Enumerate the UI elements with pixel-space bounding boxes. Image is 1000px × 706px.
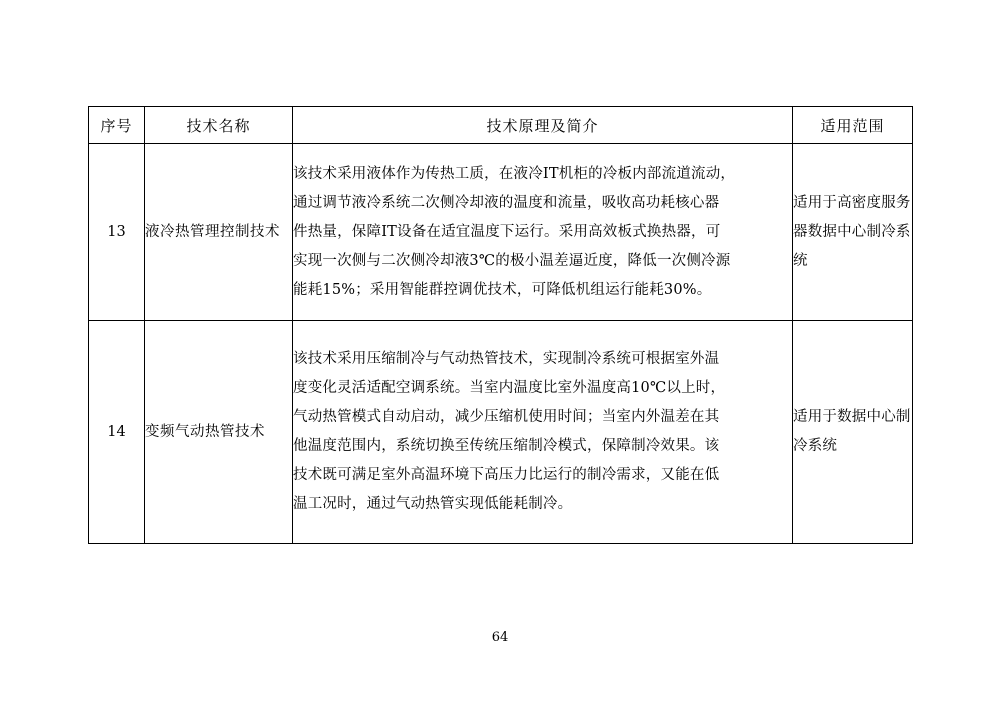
desc-line: 技术既可满足室外高温环境下高压力比运行的制冷需求，又能在低 (293, 467, 720, 483)
desc-line: 他温度范围内，系统切换至传统压缩制冷模式，保障制冷效果。该 (293, 438, 720, 454)
scope-line: 冷系统 (793, 438, 838, 454)
header-no: 序号 (89, 107, 145, 144)
technology-name: 变频气动热管技术 (145, 321, 293, 544)
header-scope: 适用范围 (793, 107, 913, 144)
technology-description (293, 144, 793, 321)
desc-line: 件热量，保障IT设备在适宜温度下运行。采用高效板式换热器，可 (293, 223, 721, 240)
header-desc: 技术原理及简介 (293, 107, 793, 144)
page-content (88, 106, 912, 544)
desc-line: 温工况时，通过气动热管实现低能耗制冷。 (293, 496, 573, 512)
table-row (89, 144, 913, 321)
technology-description (293, 321, 793, 544)
technology-name: 液冷热管理控制技术 (145, 144, 293, 321)
table-header-row (89, 107, 913, 144)
scope-line: 适用于高密度服务 (793, 194, 911, 211)
scope-line: 适用于数据中心制 (793, 409, 911, 425)
row-number: 13 (89, 144, 145, 321)
applicable-scope (793, 144, 913, 321)
scope-line: 统 (793, 252, 808, 269)
table-row (89, 321, 913, 544)
row-number: 14 (89, 321, 145, 544)
desc-line: 实现一次侧与二次侧冷却液3℃的极小温差逼近度，降低一次侧冷源 (293, 252, 731, 269)
header-name: 技术名称 (145, 107, 293, 144)
technology-table (88, 106, 913, 544)
desc-line: 度变化灵活适配空调系统。当室内温度比室外温度高10℃以上时， (293, 380, 726, 396)
desc-line: 能耗15%；采用智能群控调优技术，可降低机组运行能耗30%。 (293, 281, 712, 298)
desc-line: 该技术采用液体作为传热工质，在液冷IT机柜的冷板内部流道流动， (293, 165, 736, 182)
desc-line: 该技术采用压缩制冷与气动热管技术，实现制冷系统可根据室外温 (293, 351, 720, 367)
desc-line: 气动热管模式自动启动，减少压缩机使用时间；当室内外温差在其 (293, 409, 720, 425)
scope-line: 器数据中心制冷系 (793, 223, 911, 240)
applicable-scope (793, 321, 913, 544)
desc-line: 通过调节液冷系统二次侧冷却液的温度和流量，吸收高功耗核心器 (293, 194, 720, 211)
page-number: 64 (491, 630, 509, 645)
